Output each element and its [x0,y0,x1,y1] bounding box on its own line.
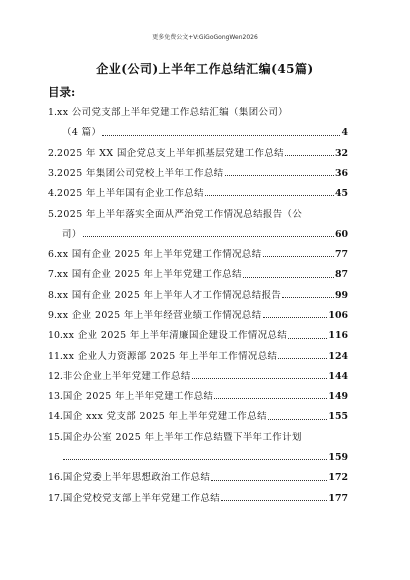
toc-entry-number: 1. [48,107,57,119]
toc-entry[interactable] [48,484,348,504]
toc-entry-continuation[interactable] [48,443,348,463]
toc-entry-page: 87 [334,269,348,281]
toc-entry-page: 106 [328,309,348,321]
toc-entry[interactable] [48,179,348,199]
toc-entry-title: 2025 年集团公司党校上半年工作总结 [56,167,224,179]
toc-entry-title-continued: （4 篇） [62,127,102,139]
toc-leader-dots [63,459,327,460]
toc-entry-title: xx 企业 2025 年上半年经营业绩工作情况总结 [56,309,262,321]
toc-entry[interactable] [48,463,348,483]
toc-entry-title: xx 国有企业 2025 年上半年人才工作情况总结报告 [56,289,282,301]
header-note: 更多免费公文+V:GiGoGongWen2026 [152,34,258,41]
table-of-contents [48,98,348,504]
toc-entry-number: 6. [48,249,57,261]
toc-entry-title-continued: 司） [62,228,82,240]
toc-entry-number: 9. [48,309,57,321]
toc-entry-page: 4 [341,127,348,139]
toc-entry-number: 4. [48,188,57,200]
toc-leader-dots [285,155,334,156]
toc-entry-title: 国企党校党支部上半年党建工作总结 [62,492,221,504]
toc-leader-dots [278,358,327,359]
toc-entry-number: 13. [48,391,63,403]
toc-entry-number: 14. [48,411,63,423]
toc-leader-dots [288,338,327,339]
toc-leader-dots [263,317,328,318]
toc-entry-title: 2025 年上半年国有企业工作总结 [56,188,204,200]
toc-entry-page: 149 [328,391,348,403]
toc-entry-page: 177 [328,492,348,504]
toc-entry-page: 116 [328,330,348,342]
toc-entry-page: 32 [334,147,348,159]
toc-entry-title: xx 公司党支部上半年党建工作总结汇编（集团公司） [56,107,289,119]
toc-entry-number: 11. [48,350,63,362]
toc-entry-page: 155 [328,411,348,423]
toc-leader-dots [225,175,334,176]
toc-entry[interactable] [48,139,348,159]
toc-leader-dots [268,419,328,420]
toc-entry-number: 2. [48,147,57,159]
toc-leader-dots [211,480,327,481]
toc-leader-dots [205,195,334,196]
toc-entry-title: 国企办公室 2025 年上半年工作总结暨下半年工作计划 [62,431,302,443]
toc-entry-continuation[interactable] [48,118,348,138]
toc-entry-page: 124 [328,350,348,362]
toc-entry-page: 172 [328,472,348,484]
toc-entry-number: 3. [48,167,57,179]
toc-entry-page: 36 [334,167,348,179]
toc-entry-number: 15. [48,431,63,443]
toc-leader-dots [83,236,334,237]
toc-leader-dots [221,500,327,501]
toc-entry-page: 159 [328,452,348,464]
toc-entry-title: xx 国有企业 2025 年上半年党建工作总结 [56,269,242,281]
toc-entry-title: 2025 年上半年落实全面从严治党工作情况总结报告（公 [56,208,303,220]
toc-entry[interactable] [48,362,348,382]
toc-entry[interactable] [48,301,348,321]
toc-entry-page: 99 [334,289,348,301]
toc-leader-dots [282,297,334,298]
toc-entry[interactable] [48,281,348,301]
toc-entry[interactable] [48,342,348,362]
toc-leader-dots [214,398,327,399]
toc-entry-title: xx 企业 2025 年上半年清廉国企建设工作情况总结 [62,330,288,342]
document-title: 企业(公司)上半年工作总结汇编(45篇) [96,62,314,76]
toc-entry-number: 12. [48,370,63,382]
toc-entry-page: 45 [334,188,348,200]
toc-heading: 目录: [48,85,76,99]
toc-entry[interactable] [48,98,348,118]
toc-entry-number: 7. [48,269,57,281]
toc-entry-page: 144 [328,370,348,382]
toc-entry-number: 5. [48,208,57,220]
toc-entry[interactable] [48,159,348,179]
toc-leader-dots [192,378,328,379]
toc-entry-number: 10. [48,330,63,342]
toc-entry-title: 2025 年 XX 国企党总支上半年抓基层党建工作总结 [56,147,285,159]
toc-entry[interactable] [48,260,348,280]
toc-entry[interactable] [48,321,348,341]
toc-entry-number: 17. [48,492,63,504]
toc-leader-dots [102,135,340,136]
toc-entry[interactable] [48,199,348,219]
toc-entry-continuation[interactable] [48,220,348,240]
toc-entry-number: 16. [48,472,63,484]
toc-entry[interactable] [48,402,348,422]
toc-entry-number: 8. [48,289,57,301]
toc-entry-title: 国企 xxx 党支部 2025 年上半年党建工作总结 [62,411,267,423]
toc-entry[interactable] [48,423,348,443]
toc-entry-title: xx 国有企业 2025 年上半年党建工作情况总结 [56,249,262,261]
toc-entry-page: 77 [334,249,348,261]
toc-entry-title: 非公企业上半年党建工作总结 [62,370,191,382]
toc-leader-dots [263,256,334,257]
toc-entry[interactable] [48,382,348,402]
toc-entry[interactable] [48,240,348,260]
toc-entry-title: 国企 2025 年上半年党建工作总结 [62,391,214,403]
toc-entry-title: xx 企业人力资源部 2025 年上半年工作情况总结 [62,350,278,362]
toc-entry-title: 国企党委上半年思想政治工作总结 [62,472,211,484]
toc-leader-dots [243,277,334,278]
toc-entry-page: 60 [334,228,348,240]
